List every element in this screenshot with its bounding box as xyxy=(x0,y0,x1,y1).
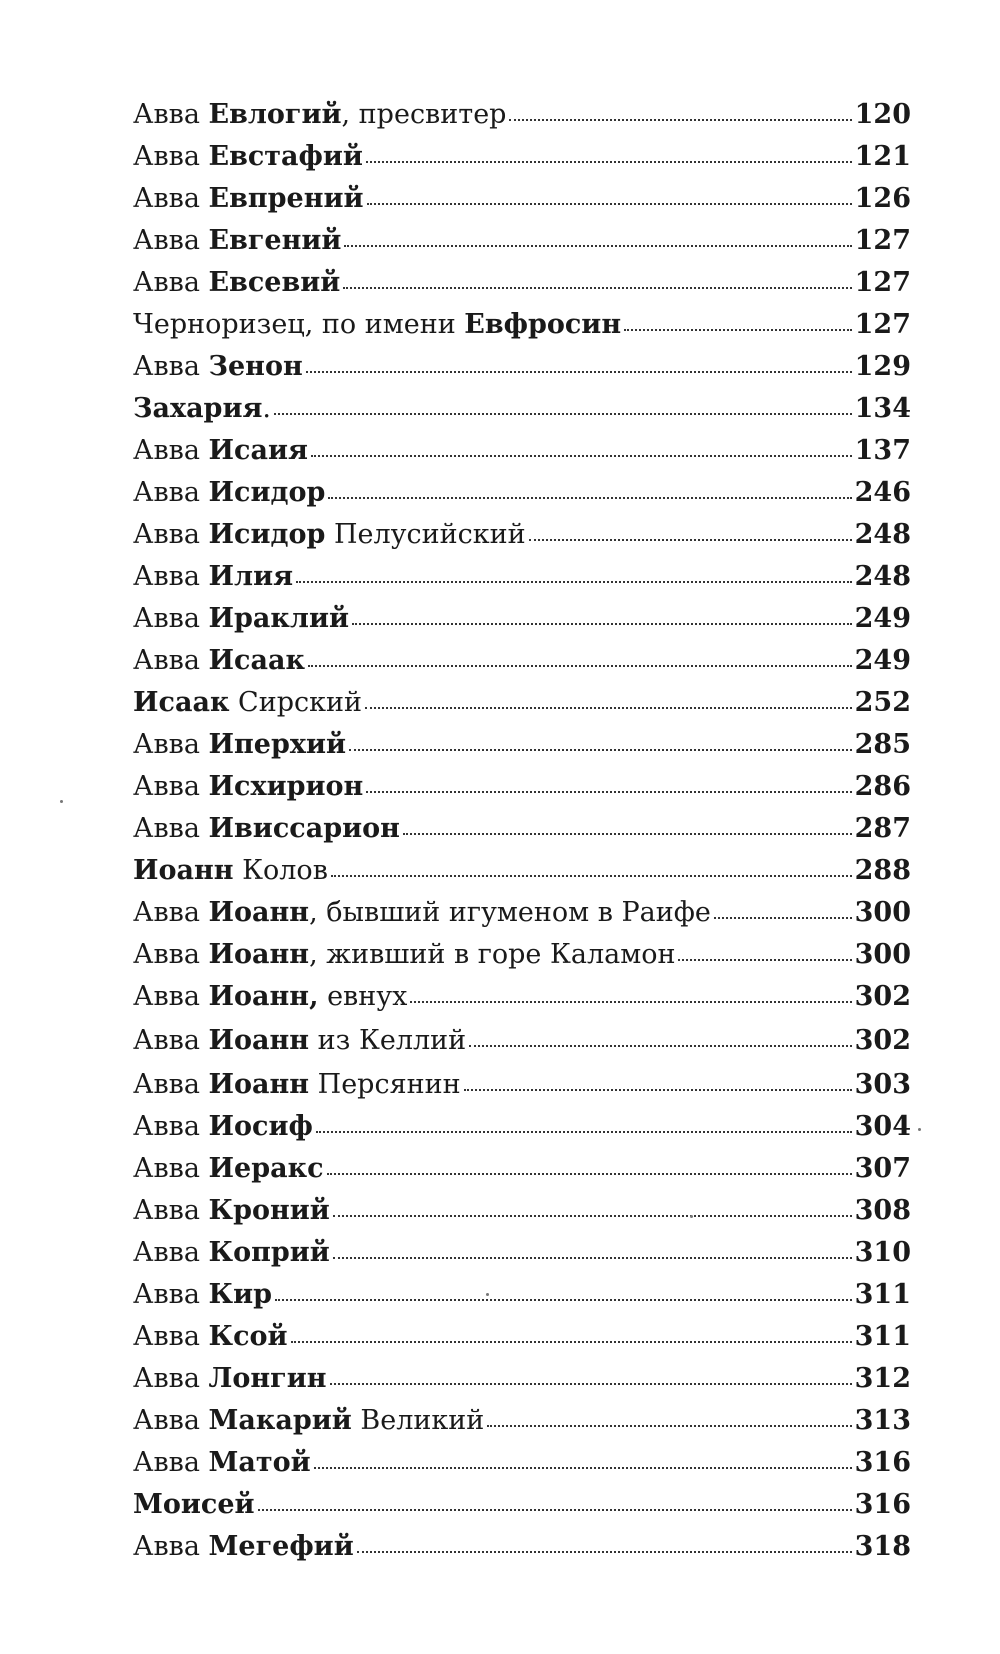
toc-entry xyxy=(133,430,911,472)
toc-entry-name: Иперхий xyxy=(208,729,347,760)
toc-entry-name: Илия xyxy=(208,561,294,592)
toc-entry-name: Кроний xyxy=(208,1195,330,1226)
toc-page-number: 287 xyxy=(854,813,911,844)
table-of-contents xyxy=(133,94,911,1568)
toc-entry-name: Лонгин xyxy=(208,1363,327,1394)
toc-entry-name: Иоанн xyxy=(133,855,234,886)
toc-entry-name: Кир xyxy=(208,1279,272,1310)
toc-entry-prefix: Авва xyxy=(133,729,209,760)
toc-page-number: 313 xyxy=(854,1405,911,1436)
dot-leader xyxy=(308,665,852,667)
dot-leader xyxy=(311,455,852,457)
toc-entry xyxy=(133,262,911,304)
toc-entry-title xyxy=(133,724,346,766)
toc-page-number: 307 xyxy=(854,1153,911,1184)
toc-entry xyxy=(133,472,911,514)
toc-entry xyxy=(133,766,911,808)
toc-entry-suffix: Колов xyxy=(233,855,328,886)
toc-entry xyxy=(133,1526,911,1568)
dot-leader xyxy=(328,497,851,499)
toc-page-number: 304 xyxy=(854,1111,911,1142)
toc-entry-suffix: евнух xyxy=(318,981,408,1012)
toc-entry-prefix: Авва xyxy=(133,267,209,298)
toc-entry-name: Матой xyxy=(208,1447,311,1478)
toc-entry-name: Евстафий xyxy=(208,141,363,172)
toc-entry-name: Евлогий xyxy=(208,99,342,130)
toc-entry-prefix: Авва xyxy=(133,183,209,214)
toc-entry xyxy=(133,1358,911,1400)
dot-leader xyxy=(366,161,852,163)
toc-page-number: 137 xyxy=(854,435,911,466)
toc-entry xyxy=(133,598,911,640)
toc-entry-prefix: Авва xyxy=(133,351,209,382)
dot-leader xyxy=(352,623,852,625)
toc-entry-prefix: Авва xyxy=(133,1025,209,1056)
toc-entry-name: Евпрений xyxy=(208,183,364,214)
toc-entry-suffix: , бывший игуменом в Раифе xyxy=(309,897,711,928)
toc-entry-suffix: , живший в горе Каламон xyxy=(309,939,676,970)
toc-entry-name: Исидор xyxy=(208,519,326,550)
toc-entry-prefix: Авва xyxy=(133,1237,209,1268)
toc-entry-prefix: Авва xyxy=(133,99,209,130)
toc-page-number: 129 xyxy=(854,351,911,382)
toc-entry-title xyxy=(133,556,293,598)
toc-page-number: 126 xyxy=(854,183,911,214)
toc-page-number: 249 xyxy=(854,645,911,676)
toc-entry-name: Коприй xyxy=(208,1237,330,1268)
toc-page-number: 310 xyxy=(854,1237,911,1268)
toc-entry-title xyxy=(133,304,621,346)
toc-page-number: 127 xyxy=(854,309,911,340)
toc-entry-name: Ивиссарион xyxy=(208,813,400,844)
toc-page-number: 121 xyxy=(854,141,911,172)
toc-entry xyxy=(133,892,911,934)
toc-entry xyxy=(133,556,911,598)
dot-leader xyxy=(344,245,851,247)
toc-entry-title xyxy=(133,850,328,892)
toc-entry-prefix: Авва xyxy=(133,939,209,970)
toc-entry-name: Евгений xyxy=(208,225,342,256)
toc-entry-name: Иоанн xyxy=(208,1025,310,1056)
toc-entry-prefix: Авва xyxy=(133,1405,209,1436)
toc-page-number: 318 xyxy=(854,1531,911,1562)
toc-page-number: 288 xyxy=(854,855,911,886)
toc-entry-name: Исхирион xyxy=(208,771,364,802)
paper-speck xyxy=(690,1215,693,1218)
toc-entry-prefix: Авва xyxy=(133,897,209,928)
toc-entry xyxy=(133,136,911,178)
dot-leader xyxy=(291,1341,852,1343)
toc-page-number: 134 xyxy=(854,393,911,424)
toc-entry-title xyxy=(133,1484,255,1526)
toc-entry-prefix: Авва xyxy=(133,771,209,802)
toc-entry-name: Ксой xyxy=(208,1321,288,1352)
toc-page-number: 249 xyxy=(854,603,911,634)
toc-entry xyxy=(133,1484,911,1526)
toc-entry xyxy=(133,682,911,724)
paper-speck xyxy=(60,800,63,803)
toc-entry-title xyxy=(133,1526,354,1568)
toc-entry-name: Исаак xyxy=(133,687,230,718)
dot-leader xyxy=(333,1257,852,1259)
toc-page-number: 286 xyxy=(854,771,911,802)
toc-page-number: 285 xyxy=(854,729,911,760)
toc-entry-title xyxy=(133,682,362,724)
toc-entry-name: Зенон xyxy=(208,351,303,382)
toc-entry-title xyxy=(133,892,711,934)
toc-entry-name: Исидор xyxy=(208,477,326,508)
toc-page-number: 248 xyxy=(854,519,911,550)
dot-leader xyxy=(366,791,851,793)
toc-entry-title xyxy=(133,178,364,220)
toc-entry-prefix: Авва xyxy=(133,1279,209,1310)
toc-entry xyxy=(133,514,911,556)
dot-leader xyxy=(330,1383,852,1385)
dot-leader xyxy=(367,203,852,205)
toc-entry xyxy=(133,850,911,892)
toc-entry xyxy=(133,220,911,262)
dot-leader xyxy=(624,329,852,331)
toc-entry-title xyxy=(133,766,363,808)
dot-leader xyxy=(678,959,851,961)
toc-entry-name: Ираклий xyxy=(208,603,350,634)
toc-entry xyxy=(133,1400,911,1442)
toc-entry xyxy=(133,724,911,766)
toc-entry xyxy=(133,1106,911,1148)
toc-entry xyxy=(133,346,911,388)
toc-entry xyxy=(133,304,911,346)
toc-page-number: 302 xyxy=(854,1025,911,1056)
dot-leader xyxy=(464,1089,852,1091)
dot-leader xyxy=(349,749,852,751)
dot-leader xyxy=(469,1045,851,1047)
dot-leader xyxy=(357,1551,852,1553)
dot-leader xyxy=(487,1425,851,1427)
toc-entry xyxy=(133,640,911,682)
toc-entry-title xyxy=(133,430,308,472)
dot-leader xyxy=(306,371,852,373)
toc-entry-title xyxy=(133,220,341,262)
toc-entry-suffix: Сирский xyxy=(229,687,362,718)
dot-leader xyxy=(296,581,852,583)
toc-entry-name: Иоанн xyxy=(208,939,310,970)
toc-entry-prefix: Авва xyxy=(133,141,209,172)
toc-entry xyxy=(133,1018,911,1064)
toc-entry-suffix: Великий xyxy=(351,1405,485,1436)
toc-entry-prefix: Авва xyxy=(133,603,209,634)
dot-leader xyxy=(331,875,852,877)
toc-entry-title xyxy=(133,640,305,682)
toc-page-number: 246 xyxy=(854,477,911,508)
toc-page-number: 316 xyxy=(854,1489,911,1520)
toc-entry xyxy=(133,934,911,976)
toc-entry-prefix: Авва xyxy=(133,477,209,508)
toc-entry-title xyxy=(133,808,400,850)
toc-entry-name: Иеракс xyxy=(208,1153,324,1184)
toc-entry-name: Иоанн, xyxy=(208,981,319,1012)
dot-leader xyxy=(714,917,852,919)
toc-entry-title xyxy=(133,346,303,388)
toc-entry-title xyxy=(133,94,506,136)
toc-entry-suffix: Пелусийский xyxy=(325,519,526,550)
toc-entry-title xyxy=(133,1358,327,1400)
toc-entry-title xyxy=(133,1274,272,1316)
toc-entry xyxy=(133,1064,911,1106)
dot-leader xyxy=(275,1299,852,1301)
toc-entry xyxy=(133,94,911,136)
toc-entry-prefix: Черноризец, по имени xyxy=(133,309,465,340)
dot-leader xyxy=(274,413,852,415)
toc-page-number: 300 xyxy=(854,897,911,928)
toc-entry-title xyxy=(133,976,407,1018)
toc-entry-name: Иосиф xyxy=(208,1111,313,1142)
toc-entry-title xyxy=(133,136,363,178)
toc-page-number: 316 xyxy=(854,1447,911,1478)
toc-entry-title xyxy=(133,1442,311,1484)
toc-entry-name: Иоанн xyxy=(208,1069,310,1100)
toc-entry xyxy=(133,1232,911,1274)
toc-entry-name: Захария xyxy=(133,393,263,424)
toc-entry xyxy=(133,1190,911,1232)
toc-entry xyxy=(133,178,911,220)
paper-speck xyxy=(486,1293,489,1296)
toc-entry xyxy=(133,1274,911,1316)
dot-leader xyxy=(343,287,851,289)
toc-entry-prefix: Авва xyxy=(133,435,209,466)
toc-page-number: 127 xyxy=(854,225,911,256)
toc-entry-title xyxy=(133,388,271,430)
dot-leader xyxy=(410,1001,851,1003)
dot-leader xyxy=(333,1215,852,1217)
dot-leader xyxy=(327,1173,852,1175)
toc-entry-suffix: из Келлий xyxy=(309,1025,467,1056)
toc-entry-title xyxy=(133,598,349,640)
toc-entry-title xyxy=(133,1106,313,1148)
toc-entry-title xyxy=(133,262,340,304)
toc-entry-name: Мегефий xyxy=(208,1531,354,1562)
toc-entry-title xyxy=(133,1400,484,1442)
toc-entry-title xyxy=(133,472,325,514)
toc-entry-name: Евсевий xyxy=(208,267,341,298)
dot-leader xyxy=(314,1467,852,1469)
toc-entry-prefix: Авва xyxy=(133,1531,209,1562)
toc-entry-title xyxy=(133,1148,324,1190)
toc-page-number: 303 xyxy=(854,1069,911,1100)
toc-entry-name: Иоанн xyxy=(208,897,310,928)
toc-entry-title xyxy=(133,1232,330,1274)
dot-leader xyxy=(316,1131,852,1133)
toc-entry-name: Исаия xyxy=(208,435,308,466)
toc-entry-title xyxy=(133,934,675,976)
toc-entry-suffix: . xyxy=(262,393,272,424)
toc-page-number: 127 xyxy=(854,267,911,298)
toc-entry-prefix: Авва xyxy=(133,519,209,550)
toc-entry xyxy=(133,976,911,1018)
toc-entry-prefix: Авва xyxy=(133,1321,209,1352)
toc-entry-prefix: Авва xyxy=(133,561,209,592)
toc-page-number: 252 xyxy=(854,687,911,718)
dot-leader xyxy=(403,833,852,835)
toc-page-number: 120 xyxy=(854,99,911,130)
toc-entry-name: Исаак xyxy=(208,645,305,676)
toc-entry-title xyxy=(133,1190,330,1232)
toc-page-number: 311 xyxy=(854,1279,911,1310)
toc-entry-prefix: Авва xyxy=(133,1363,209,1394)
toc-entry-prefix: Авва xyxy=(133,1111,209,1142)
toc-entry-title xyxy=(133,1064,461,1106)
toc-entry-prefix: Авва xyxy=(133,645,209,676)
toc-entry-prefix: Авва xyxy=(133,1195,209,1226)
toc-entry-prefix: Авва xyxy=(133,981,209,1012)
toc-entry xyxy=(133,1148,911,1190)
paper-speck xyxy=(918,1128,921,1131)
toc-entry-prefix: Авва xyxy=(133,1447,209,1478)
dot-leader xyxy=(509,119,851,121)
toc-entry xyxy=(133,1442,911,1484)
toc-page-number: 300 xyxy=(854,939,911,970)
toc-entry-title xyxy=(133,1316,288,1358)
toc-entry-title xyxy=(133,1018,466,1064)
toc-entry-title xyxy=(133,514,526,556)
toc-entry-name: Моисей xyxy=(133,1489,255,1520)
dot-leader xyxy=(529,539,852,541)
toc-entry-suffix: Персянин xyxy=(309,1069,461,1100)
toc-entry xyxy=(133,1316,911,1358)
toc-page-number: 302 xyxy=(854,981,911,1012)
toc-page-number: 308 xyxy=(854,1195,911,1226)
toc-entry-name: Макарий xyxy=(208,1405,352,1436)
toc-entry-name: Евфросин xyxy=(464,309,622,340)
toc-entry-prefix: Авва xyxy=(133,225,209,256)
toc-entry xyxy=(133,388,911,430)
toc-entry-prefix: Авва xyxy=(133,813,209,844)
dot-leader xyxy=(258,1509,852,1511)
toc-entry-suffix: , пресвитер xyxy=(341,99,507,130)
toc-page-number: 248 xyxy=(854,561,911,592)
toc-page-number: 311 xyxy=(854,1321,911,1352)
toc-entry-prefix: Авва xyxy=(133,1069,209,1100)
toc-entry xyxy=(133,808,911,850)
dot-leader xyxy=(365,707,852,709)
toc-entry-prefix: Авва xyxy=(133,1153,209,1184)
toc-page-number: 312 xyxy=(854,1363,911,1394)
